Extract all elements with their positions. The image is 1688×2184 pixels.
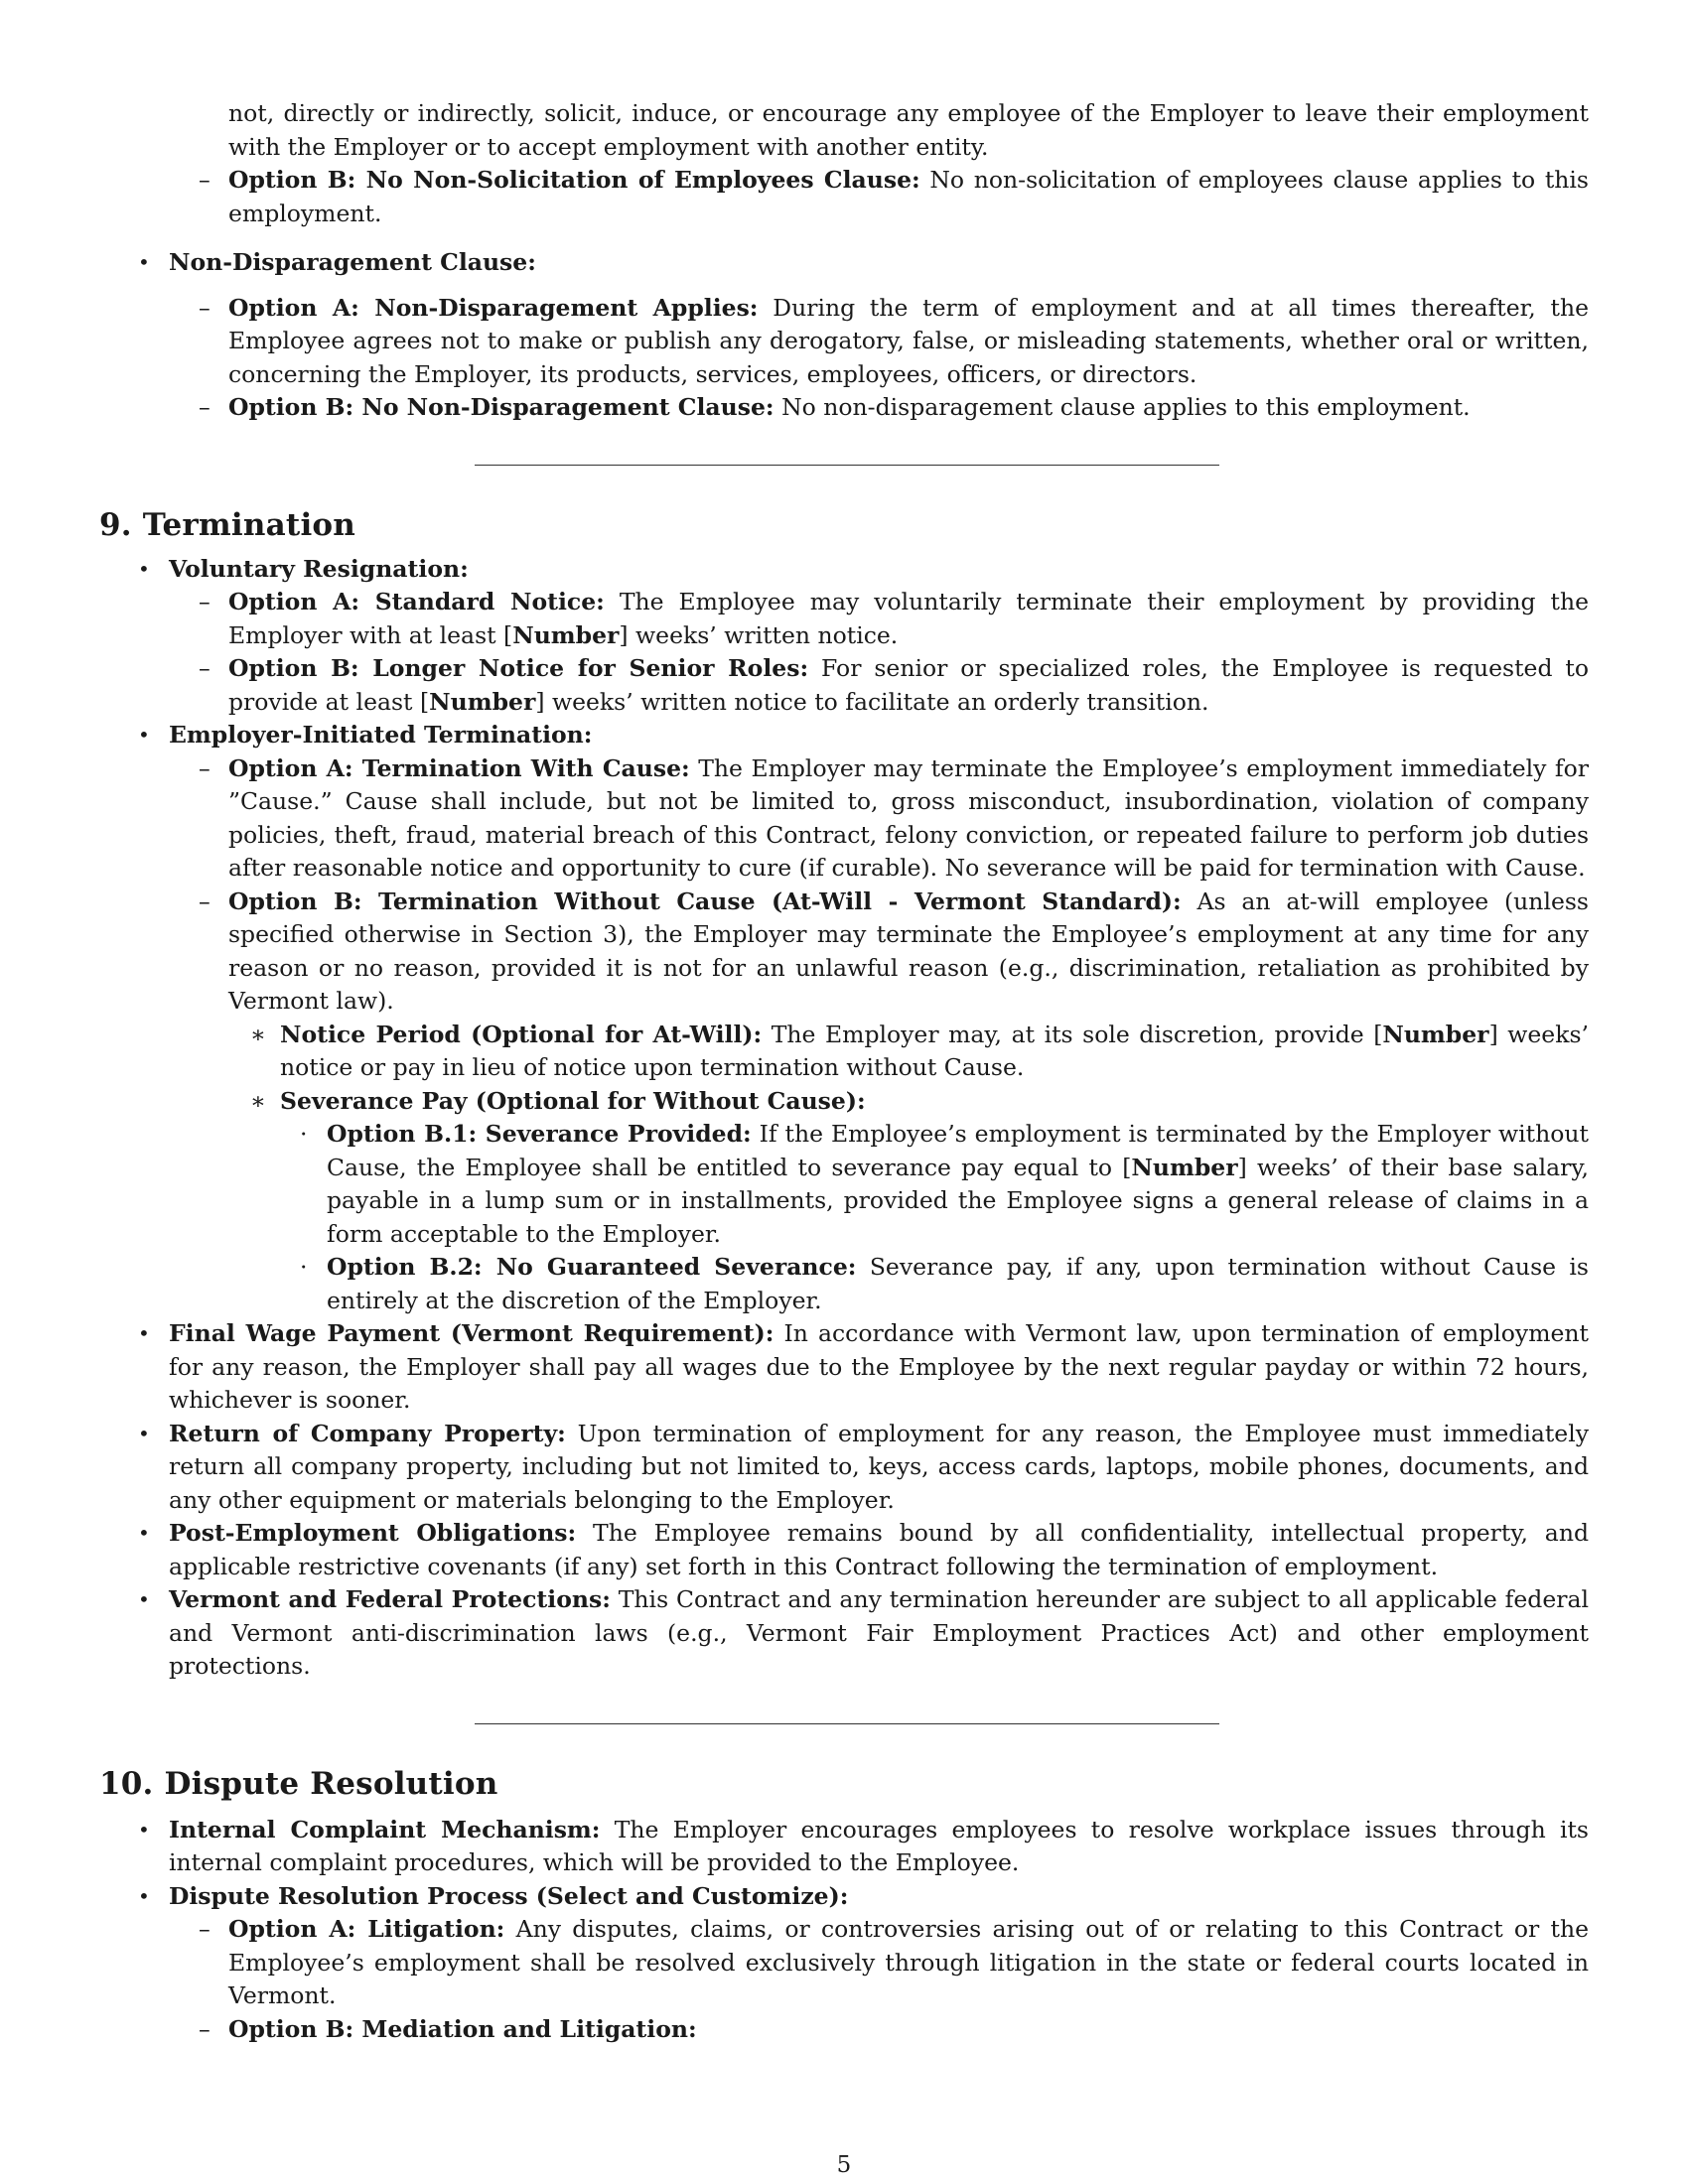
dispute-process-item bbox=[138, 1880, 1589, 1914]
option-text: If the Employee’s employment is terminated by the Employer without Cause, the Employee shall be entitled to severance pay equal to [ bbox=[327, 1120, 1589, 1181]
item-title: Non-Disparagement Clause: bbox=[169, 248, 536, 276]
option-title: Option B: No Non-Disparagement Clause: bbox=[228, 393, 774, 421]
dash-marker: – bbox=[199, 753, 211, 782]
dash-marker: – bbox=[199, 2014, 211, 2043]
voluntary-resignation-item bbox=[138, 553, 1589, 587]
bullet-marker: • bbox=[138, 556, 150, 581]
option-text: For senior or specialized roles, the Employee is requested to provide at least [ bbox=[228, 654, 1589, 716]
option-text: Severance pay, if any, upon termination without Cause is entirely at the discretion of the Employer. bbox=[327, 1253, 1589, 1314]
employer-option-a bbox=[199, 752, 1589, 886]
option-text: The Employer may terminate the Employee’s employment immediately for ”Cause.” Cause shall include, but not be limited to, gross misconduct, insubordination, violation of company policies, theft, fraud, material breach of this Contract, felony conviction, or repeated failure to perform job duties after reasonable notice and opportunity to cure (if curable). No severance will be paid for termination with Cause. bbox=[228, 753, 1589, 882]
option-title: Option A: Termination With Cause: bbox=[228, 753, 690, 782]
dash-marker: – bbox=[199, 166, 211, 194]
nonsolicit-option-b bbox=[199, 164, 1589, 230]
item-text: The Employer encourages employees to resolve workplace issues through its internal complaint procedures, which will be provided to the Employee. bbox=[169, 1815, 1589, 1876]
severance-option-b1 bbox=[300, 1118, 1589, 1251]
dash-marker: – bbox=[199, 393, 211, 421]
option-title: Option B: Termination Without Cause (At-Will - Vermont Standard): bbox=[228, 887, 1182, 915]
item-title: Employer-Initiated Termination: bbox=[169, 721, 593, 749]
item-text: In accordance with Vermont law, upon termination of employment for any reason, the Employer shall pay all wages due to the Employee by the next regular payday or within 72 hours, whichever is sooner. bbox=[169, 1319, 1589, 1414]
protections-item bbox=[138, 1583, 1589, 1684]
voluntary-option-b bbox=[199, 652, 1589, 719]
return-property-item bbox=[138, 1418, 1589, 1518]
option-text-end: ] weeks’ written notice. bbox=[619, 620, 899, 649]
option-text: During the term of employment and at all times thereafter, the Employee agrees not to make or publish any derogatory, false, or misleading statements, whether oral or written, concerning the Employer, its products, services, employees, officers, or directors. bbox=[228, 293, 1589, 388]
option-text: The Employee may voluntarily terminate their employment by providing the Employer with at least [ bbox=[228, 588, 1589, 649]
dash-marker: – bbox=[199, 588, 211, 615]
option-title: Option A: Standard Notice: bbox=[228, 588, 605, 615]
item-text: The Employee remains bound by all confidentiality, intellectual property, and applicable restrictive covenants (if any) set forth in this Contract following the termination of employment. bbox=[169, 1519, 1589, 1580]
bullet-marker: • bbox=[138, 1817, 150, 1842]
item-title: Severance Pay (Optional for Without Cause): bbox=[280, 1086, 866, 1115]
internal-complaint-item bbox=[138, 1814, 1589, 1880]
option-title: Option B.1: Severance Provided: bbox=[327, 1120, 752, 1148]
item-title: Post-Employment Obligations: bbox=[169, 1519, 577, 1547]
option-text: No non-disparagement clause applies to this employment. bbox=[774, 393, 1471, 421]
option-title: Option A: Litigation: bbox=[228, 1915, 505, 1943]
dispute-option-b bbox=[199, 2013, 1589, 2047]
number-placeholder: Number bbox=[429, 687, 536, 716]
number-placeholder: Number bbox=[1131, 1153, 1238, 1181]
continued-paragraph bbox=[228, 97, 1589, 164]
document-page bbox=[99, 97, 1589, 2046]
asterisk-marker: ∗ bbox=[250, 1020, 266, 1048]
dash-marker: – bbox=[199, 654, 211, 682]
bullet-marker: • bbox=[138, 1521, 150, 1545]
item-title: Vermont and Federal Protections: bbox=[169, 1585, 611, 1613]
dot-marker: · bbox=[300, 1120, 308, 1148]
employer-termination-item bbox=[138, 719, 1589, 752]
item-text: This Contract and any termination hereunder are subject to all applicable federal and Vermont anti-discrimination laws (e.g., Vermont Fair Employment Practices Act) and other employment protections. bbox=[169, 1585, 1589, 1680]
dot-marker: · bbox=[300, 1253, 308, 1281]
item-title: Internal Complaint Mechanism: bbox=[169, 1815, 601, 1843]
option-text: Any disputes, claims, or controversies arising out of or relating to this Contract or the Employee’s employment shall be resolved exclusively through litigation in the state or federal courts located in Vermont. bbox=[228, 1915, 1589, 2009]
option-title: Option B: No Non-Solicitation of Employees Clause: bbox=[228, 166, 920, 194]
bullet-marker: • bbox=[138, 250, 150, 274]
bullet-marker: • bbox=[138, 1321, 150, 1345]
bullet-marker: • bbox=[138, 723, 150, 747]
option-title: Option A: Non-Disparagement Applies: bbox=[228, 293, 759, 322]
nondisparagement-option-b bbox=[199, 391, 1589, 425]
dash-marker: – bbox=[199, 1915, 211, 1943]
option-title: Option B: Mediation and Litigation: bbox=[228, 2014, 697, 2043]
nondisparagement-item bbox=[138, 246, 1589, 280]
final-wage-item bbox=[138, 1317, 1589, 1418]
dash-marker: – bbox=[199, 887, 211, 915]
item-title: Notice Period (Optional for At-Will): bbox=[280, 1020, 763, 1048]
item-title: Voluntary Resignation: bbox=[169, 554, 469, 583]
item-text: The Employer may, at its sole discretion, provide [ bbox=[762, 1020, 1383, 1048]
severance-pay-item bbox=[250, 1085, 1589, 1119]
option-text: No non-solicitation of employees clause applies to this employment. bbox=[228, 166, 1589, 227]
nondisparagement-option-a bbox=[199, 292, 1589, 392]
bullet-marker: • bbox=[138, 1883, 150, 1908]
notice-period-item bbox=[250, 1019, 1589, 1085]
severance-option-b2 bbox=[300, 1251, 1589, 1317]
dispute-option-a bbox=[199, 1913, 1589, 2013]
bullet-marker: • bbox=[138, 1421, 150, 1445]
bullet-marker: • bbox=[138, 1587, 150, 1611]
employer-option-b bbox=[199, 886, 1589, 1019]
page-number: 5 bbox=[836, 2152, 852, 2178]
item-text-end: ] weeks’ notice or pay in lieu of notice upon termination without Cause. bbox=[280, 1020, 1589, 1081]
number-placeholder: Number bbox=[1382, 1020, 1489, 1048]
section-heading-termination: 9. Termination bbox=[99, 506, 356, 543]
item-text: Upon termination of employment for any reason, the Employee must immediately return all company property, including but not limited to, keys, access cards, laptops, mobile phones, documents, and any other equipment or materials belonging to the Employer. bbox=[169, 1419, 1589, 1514]
item-title: Return of Company Property: bbox=[169, 1419, 566, 1447]
option-text: As an at-will employee (unless specified otherwise in Section 3), the Employer may terminate the Employee’s employment at any time for any reason or no reason, provided it is not for an unlawful reason (e.g., discrimination, retaliation as prohibited by Vermont law). bbox=[228, 887, 1589, 1015]
asterisk-marker: ∗ bbox=[250, 1086, 266, 1115]
dash-marker: – bbox=[199, 293, 211, 322]
item-title: Dispute Resolution Process (Select and Customize): bbox=[169, 1881, 849, 1910]
option-title: Option B: Longer Notice for Senior Roles: bbox=[228, 654, 809, 682]
continued-text: not, directly or indirectly, solicit, induce, or encourage any employee of the Employer to leave their employment with the Employer or to accept employment with another entity. bbox=[228, 99, 1589, 161]
option-text-end: ] weeks’ written notice to facilitate an orderly transition. bbox=[535, 687, 1209, 716]
section-heading-dispute: 10. Dispute Resolution bbox=[99, 1765, 498, 1802]
option-text-end: ] weeks’ of their base salary, payable in a lump sum or in installments, provided the Employee signs a general release of claims in a form acceptable to the Employer. bbox=[327, 1153, 1589, 1248]
item-title: Final Wage Payment (Vermont Requirement): bbox=[169, 1319, 774, 1347]
option-title: Option B.2: No Guaranteed Severance: bbox=[327, 1253, 857, 1281]
post-employment-item bbox=[138, 1517, 1589, 1583]
voluntary-option-a bbox=[199, 586, 1589, 652]
number-placeholder: Number bbox=[512, 620, 620, 649]
